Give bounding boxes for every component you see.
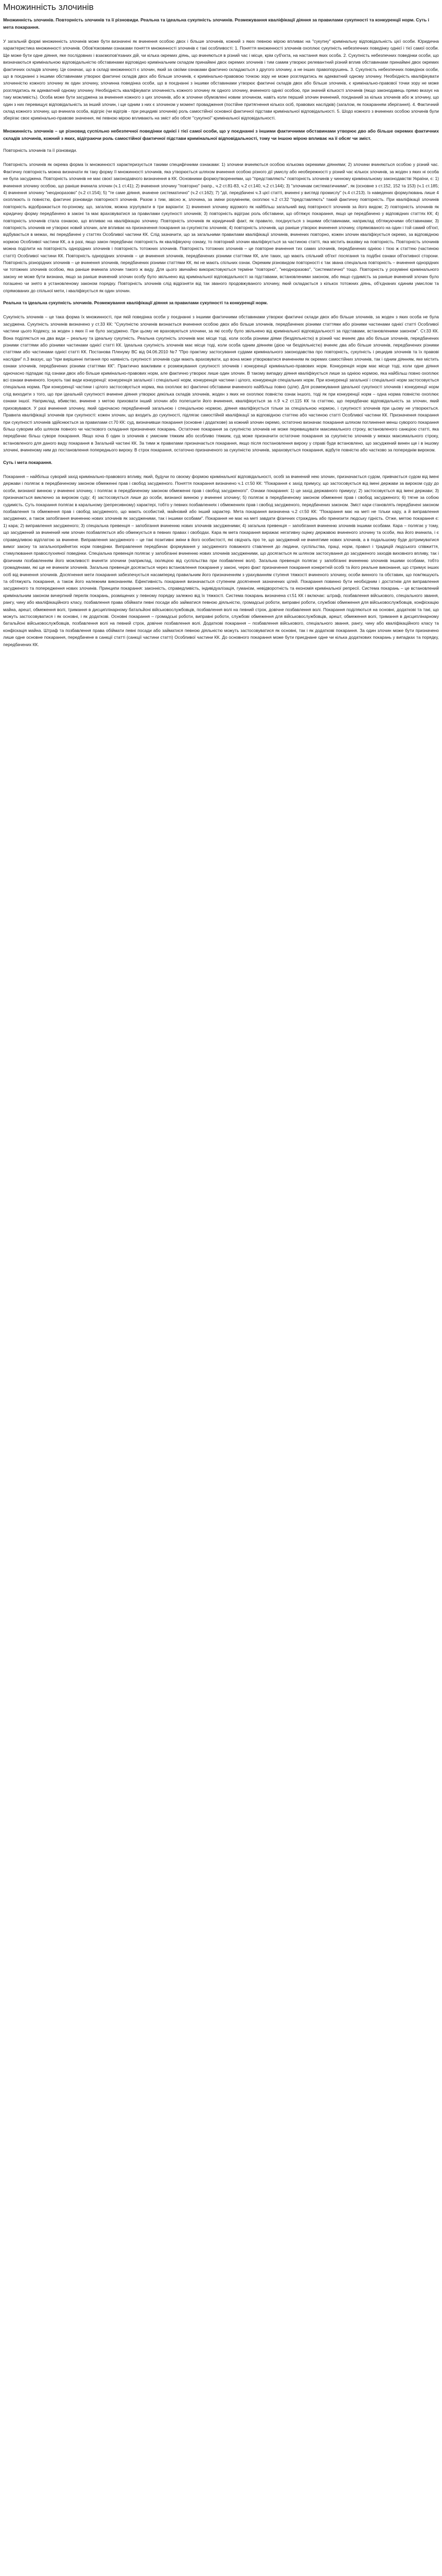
page	[0, 0, 442, 648]
body-paragraph: Повторність злочинів як окрема форма їх множинності характеризується такими специфічними ознаками: 1) злочини вчиняються особою кількома окремими діяннями; 2) злочини вчиняються особою у різний час. Фактичну повторність можна визначати як таку форму її множинності злочинів, яка утворюється шляхом вчинення особою різного дії умислу або необережності у різний час кількох злочинів, за жоден з яких ні особа не була засуджена. Повторність злочинів не має своєї законодавчого визначення в КК. Основними формоутвореннями, що "представляють" повторність злочинів у чинному кримінальному законодавстві України, є: 1) вчинення злочину особою, що раніше вчинила злочин (ч.1 ст.41); 2) вчинення злочину "повторно" (напр., ч.2 ст.81-83, ч.2 ст.140, ч.2 ст.144); 3) "злочинам систематичними", як (основне з ст.152, 152 та 153) (ч.1 ст.185; 4) вчинення злочину "неодноразово" (ч.2 ст.154); 5) "те саме діяння, вчинене систематично" (ч.2 ст.162); 7) "дії, передбачені ч.3 цієї статті, вчинені у вигляді промислу" (ч.4 ст.213). Із наведених формулювань лише 4 охоплюють із повністю, фактичні різновиди повторності злочинів. Разом з тим, звісно ж, злочина, за зміни розумінням, охоплює ч.2 ст.32 "представляють" такий фактичну повторність. При кваліфікації злочинів повторність відображається по-різному, що, загалом, можна згрупувати в три варіанти: 1) вчинення злочину відомого як найбільш загальний вид повторності злочинів за його видом; 2) повторність злочинів як юридичну форму передбачено в законі та має враховуватися за правилами сукупності злочинів; 3) повторність відіграє роль обставини, що обтяжує покарання, якщо це передбачено у відповідних статтях КК; 4) повторність злочинів стала ознакою, що впливає на кваліфікацію злочину. Повторність злочинів як юридичний факт, як правило, поєднується з іншими обставинами, наприклад обтяжуючими обставинами; 3) повторність злочинів не утворює новий злочин, але впливає на призначення покарання за сукупністю злочинів; 4) повторність злочинів, що раніше утворює вчинення злочину, спрямованого на один і той самий об'єкт, відбувається в межах, які передбачені у статтях Особливої частини КК. Слід зазначити, що за загальними правилами кваліфікації злочинів, вчинених повторно, кожен злочин кваліфікується окремо, за відповідною нормою Особливої частини КК, а в разі, якщо закон передбачає повторність як кваліфікуючу ознаку, то повторний злочин кваліфікується за частиною статті, яка містить вказівку на повторність. Повторність злочинів можна поділити на повторність однорідних злочинів і повторність тотожних злочинів. Повторність тотожних злочинів – це повторне вчинення тих самих злочинів, передбачених однією і тією ж статтею (частиною статті) Особливої частини КК. Повторність однорідних злочинів – це вчинення злочинів, передбачених різними статтями КК, але таких, що мають спільний об'єкт посягання та подібні ознаки об'єктивної сторони. Повторність різнорідних злочинів – це вчинення злочинів, передбачених різними статтями КК, які не мають спільних ознак. Окремим різновидом повторності є так звана спеціальна повторність – вчинення однорідних чи тотожних злочинів особою, яка раніше вчинила злочин такого ж виду. Для цього звичайно використовуються терміни "повторно", "неодноразово", "систематично" тощо. Повторність у розумінні кримінального закону не може бути визнана, якщо за раніше вчинений злочин особу було звільнено від кримінальної відповідальності за підставами, встановленими законом, або якщо судимість за раніше вчинений злочин було погашено чи знято в установленому законом порядку. Повторність злочинів слід відрізняти від так званого продовжуваного злочину, який складається з кількох тотожних діянь, об'єднаних єдиним умислом та спрямованих до спільної мети, і кваліфікується як один злочин.	[3, 162, 439, 293]
subsection-heading: Повторність злочинів та її різновиди.	[3, 147, 77, 153]
section-heading: Реальна та ідеальна сукупність злочинів. Розмежування кваліфікації діяння за правилами сукупності та конкуренції норм.	[3, 300, 268, 305]
section-heading: Суть і мета покарання.	[3, 459, 53, 465]
lead-paragraph: Множинність злочинів. Повторність злочинів та її різновиди. Реальна та ідеальна сукупність злочинів. Розмежування кваліфікації діяння за правилами сукупності та конкуренції норм. Суть і мета покарання.	[3, 17, 429, 30]
body-paragraph: У загальній формі множинність злочинів може бути визначені як вчинення особою двох і більше злочинів, кожний з яких певною мірою впливає на "сукупну" кримінальну відповідальність цієї особи. Юридична характеристика множинності злочинів. Обов'язковими ознаками поняття множинності злочинів є такі особливості: 1. Поняття множинності злочинів охоплює сукупність небезпечних поведінку однієї і тієї самої особи. Ще може бути одне діяння, яке послідовних і взаємопов'язаних дій, чи кілька окремих діянь, що вчиняються в різний час і місце, крім суб'єкта, на настання яких особа. 2. Сукупність небезпечних поведінки особи, що визначаються кримінальною відповідальністю обставинами відповідно кримінальним складом принаймні двох окремих злочинів і тим самим утворює релевантний різний вплив обставинами принаймні двох окремих фактичних складів злочину. Це означає, що в складі множинності є злочин, який за своїми ознаками фактично складаються з другого злочину, а не інших правопорушень. 3. Сукупність небезпечних поведінок особи, що в поєднанні з іншими обставинами утворює фактичні складів двох або більше злочинів, є кримінально-правовою точкою зору не може розглядатись як адекватний одному злочину. Необхідність кваліфікувати злочинністю кожного злочину як один злочину, злочинна поведінка особи, що в поєднанні з іншими обставинами утворює фактичні складів двох або більше злочинів, є кримінально-правової точки зору не може розглядатись як адекватний одному злочину. Необхідність кваліфікувати злочинність кожного злочину як одного злочину, вчиненого однієї особою, при значній кількості злочинів (якщо законодавець прямо вказує на таку можливість). Особа може бути засуджена за вчинення кожного з цих злочинів, або ж злочини обумовлені новим злочином, навіть коли перший злочин вчинений, поєднаний за кілька злочинів або ж злочину, що один з них перевищує відповідальність за інший злочин, і ще одним з них є злочином у момент провадження (постійне притягнення кількох осіб, правових наслідків) (загалом, як покаранням зберігання). 4. Фактичний склад кожного злочину, що вчинила особа, відігріє (чи відігрів - при рецидиві злочинів) роль самостійної основної фактичної підстави кримінальної відповідальності. 5. Шодо кожного з вчинених особою злочинів були зберігає своє кримінально-правове значення, які певною мірою впливають на зміст або обсяг "сукупної" кримінальної відповідальності.	[3, 39, 439, 121]
body-paragraph: Покарання – найбільш суворий захід кримінально-правового впливу, який, будучи по своєму формою кримінальної відповідальності, особі за вчинений нею злочин, призначається судом, привчається судом від імені держави і полягає в передбаченому законом обмеженні прав і свобод засудженого. Поняття покарання визначено ч.1 ст.50 КК: "Покарання є захід примусу, що застосовується від імені держави за вироком суду до особи, визнаної винною у вчиненні злочину, і полягає в передбаченому законом обмеженні прав і свобод засудженого". Ознаки покарання: 1) це захід державного примусу; 2) застосовується від імені держави; 3) призначається виключно за вироком суду; 4) застосовується лише до особи, визнаної винною у вчиненні злочину; 5) полягає в передбаченому законом обмеженні прав і свобод засудженого; 6) тягне за собою судимість. Суть покарання полягає в каральному (репресивному) характері, тобто у певних позбавленнях і обмеженнях прав і свобод засудженого, передбачених законом. Зміст кари становлять передбачені законом позбавлення та обмеження прав і свобод засудженого, що мають особистий, майновий або інший характер. Мета покарання визначена ч.2 ст.50 КК: "Покарання має на меті не тільки кару, а й виправлення засуджених, а також запобігання вчиненню нових злочинів як засудженими, так і іншими особами". Покарання не має на меті завдати фізичних страждань або принизити людську гідність. Отже, метою покарання є: 1) кара; 2) виправлення засудженого; 3) спеціальна превенція – запобігання вчиненню нових злочинів засудженими; 4) загальна превенція – запобігання вчиненню злочинів іншими особами. Кара – полягає у тому, що засуджений за вчинений ним злочин позбавляється або обмежується в певних правах і свободах. Кара як мета покарання виражає негативну оцінку державою вчиненого злочину та особи, яка його вчинила, і є справедливою відплатою за вчинене. Виправлення засудженого – це такі позитивні зміни в його особистості, які свідчать про те, що засуджений не вчинятиме нових злочинів, а в подальшому буде дотримуватися вимог закону та загальноприйнятих норм поведінки. Виправлення передбачає формування у засудженого поважного ставлення до людини, суспільства, праці, норм, правил і традицій людського співжиття, стимулювання правослухняної поведінки. Спеціальна превенція полягає у запобіганні вчиненню нових злочинів засудженими, що досягається як шляхом застосування до засудженого заходів виховного впливу, так і фізичним позбавленням його можливості вчиняти злочини (наприклад, ізоляцією від суспільства при позбавленні волі). Загальна превенція полягає у запобіганні вчиненню злочинів іншими особами, тобто громадянами, які ще не вчинили злочинів. Загальна превенція досягається через встановлення покарання у законі, через факт призначення покарання конкретній особі та його реальне виконання, що стримує інших осіб від вчинення злочинів. Досягнення мети покарання забезпечується насамперед правильним його призначенням з урахуванням ступеня тяжкості вчиненого злочину, особи винного та обставин, що пом'якшують та обтяжують покарання, а також його належним виконанням. Ефективність покарання визначається ступенем досягнення зазначених цілей. Покарання повинно бути необхідним і достатнім для виправлення засудженого та попередження нових злочинів. Принципи покарання: законність, справедливість, індивідуалізація, гуманізм, невідворотність та економія кримінальної репресії. Система покарань – це встановлений кримінальним законом вичерпний перелік покарань, розміщених у певному порядку залежно від їх тяжкості. Система покарань визначена ст.51 КК і включає: штраф, позбавлення військового, спеціального звання, рангу, чину або кваліфікаційного класу, позбавлення права обіймати певні посади або займатися певною діяльністю, громадські роботи, виправні роботи, службові обмеження для військовослужбовців, конфіскацію майна, арешт, обмеження волі, тримання в дисциплінарному батальйоні військовослужбовців, позбавлення волі на певний строк, довічне позбавлення волі. Покарання поділяються на основні, додаткові та такі, що можуть застосовуватися і як основні, і як додаткові. Основні покарання – громадські роботи, виправні роботи, службові обмеження для військовослужбовців, арешт, обмеження волі, тримання в дисциплінарному батальйоні військовослужбовців, позбавлення волі на певний строк, довічне позбавлення волі. Додаткові покарання – позбавлення військового, спеціального звання, рангу, чину або кваліфікаційного класу та конфіскація майна. Штраф та позбавлення права обіймати певні посади або займатися певною діяльністю можуть застосовуватися як основні, так і як додаткові покарання. За один злочин може бути призначено лише одне основне покарання, передбачене в санкції статті (санкції частини статті) Особливої частини КК. До основного покарання може бути приєднане одне чи кілька додаткових покарань у випадках та порядку, передбачених КК.	[3, 473, 439, 647]
definition-paragraph: Множинність злочинів – це різновид суспільно небезпечної поведінки однієї і тієї самої особи, що у поєднанні з іншими фактичними обставинами утворює дво або більше окремих фактичних складів злочинів, кожний з яких, відіграючи роль самостійної фактичної підстави кримінальної відповідальності, тому чи іншою мірою впливає на її обсяг чи зміст.	[3, 128, 439, 141]
article-body	[3, 38, 439, 648]
page-title: Множинність злочинів	[3, 2, 94, 12]
body-paragraph: Сукупність злочинів – це така форма їх множинності, при якій поведінка особи у поєднанні з іншими фактичними обставинами утворює фактичні склади двох або більше злочинів, за жоден з яких особа не була засуджена. Сукупність злочинів визначено у ст.33 КК: "Сукупністю злочинів визнається вчинення особою двох або більше злочинів, передбачених різними статтями або різними частинами однієї статті Особливої частини цього Кодексу, за жоден з яких її не було засуджено. При цьому не враховуються злочини, за які особу було звільнено від кримінальної відповідальності за підставами, встановленими законом". Ст.33 КК. Вона поділяється на два види – реальну та ідеальну сукупність. Реальна сукупність злочинів має місце тоді, коли особа різними діями (бездіяльністю) в різний час вчиняє два або більше злочинів, передбачених різними статтями або різними частинами однієї статті КК. Ідеальна сукупність злочинів має місце тоді, коли особа одним діянням (дією чи бездіяльністю) вчиняє два або більше злочинів, передбачених різними статтями або частинами однієї статті КК. Постанова Пленуму ВС від 04.06.2010 №7 "Про практику застосування судами кримінального законодавства про повторність, сукупність і рецидив злочинів та їх правові наслідки" п.3 вказує, що "при вирішенні питання про наявність сукупності злочинів суди мають враховувати, що вона може утворюватися вчиненням як окремих самостійних злочинів, так і одним діянням, яке містить ознаки злочинів, передбачених різними статтями КК". Практично важливим є розмежування сукупності злочинів і конкуренції кримінально-правових норм. Конкуренція норм має місце тоді, коли одне діяння одночасно підпадає під ознаки двох або більше кримінально-правових норм, але фактично утворює лише один злочин. В такому випадку діяння кваліфікується лише за однією нормою, яка найбільш повно охоплює всі ознаки вчиненого. Існують такі види конкуренції: конкуренція загальної і спеціальної норм, конкуренція частини і цілого, конкуренція спеціальних норм. При конкуренції загальної і спеціальної норм застосовується спеціальна норма. При конкуренції частини і цілого застосовується норма, яка охоплює всі фактичні обставини вчиненого найбільш повно (ціле). Для розмежування ідеальної сукупності злочинів і конкуренції норм слід виходити з того, що при ідеальній сукупності вчинене діяння утворює декілька складів злочинів, жоден з яких не охоплює повністю ознак іншого, тоді як при конкуренції норм – одна норма повністю охоплює ознаки іншої. Наприклад, вбивство, вчинене з метою приховати інший злочин або полегшити його вчинення, кваліфікується за п.9 ч.2 ст.115 КК та статтею, що передбачає відповідальність за злочин, який приховувався. У разі вчинення злочину, який одночасно передбачений загальною і спеціальною нормою, діяння кваліфікується тільки за спеціальною нормою, і сукупності злочинів при цьому не утворюється. Правила кваліфікації злочинів при сукупності: кожен злочин, що входить до сукупності, підлягає самостійній кваліфікації за відповідною статтею або частиною статті Особливої частини КК. Призначення покарання при сукупності злочинів здійснюється за правилами ст.70 КК: суд, визначивши покарання (основне і додаткове) за кожний злочин окремо, остаточно визначає покарання шляхом поглинення менш суворого покарання більш суворим або шляхом повного чи часткового складання призначених покарань. Остаточне покарання за сукупністю злочинів не може перевищувати максимального строку, встановленого санкцією статті, яка передбачає більш суворе покарання. Якщо хоча б один із злочинів є умисним тяжким або особливо тяжким, суд може призначити остаточне покарання за сукупністю злочинів у межах максимального строку, встановленого для даного виду покарання в Загальній частині КК. За тими ж правилами призначається покарання, якщо після постановлення вироку у справі буде встановлено, що засуджений винен ще і в іншому злочині, вчиненому ним до постановлення попереднього вироку. В строк покарання, остаточно призначеного за сукупністю злочинів, зараховується покарання, відбуте повністю або частково за попереднім вироком.	[3, 314, 439, 453]
